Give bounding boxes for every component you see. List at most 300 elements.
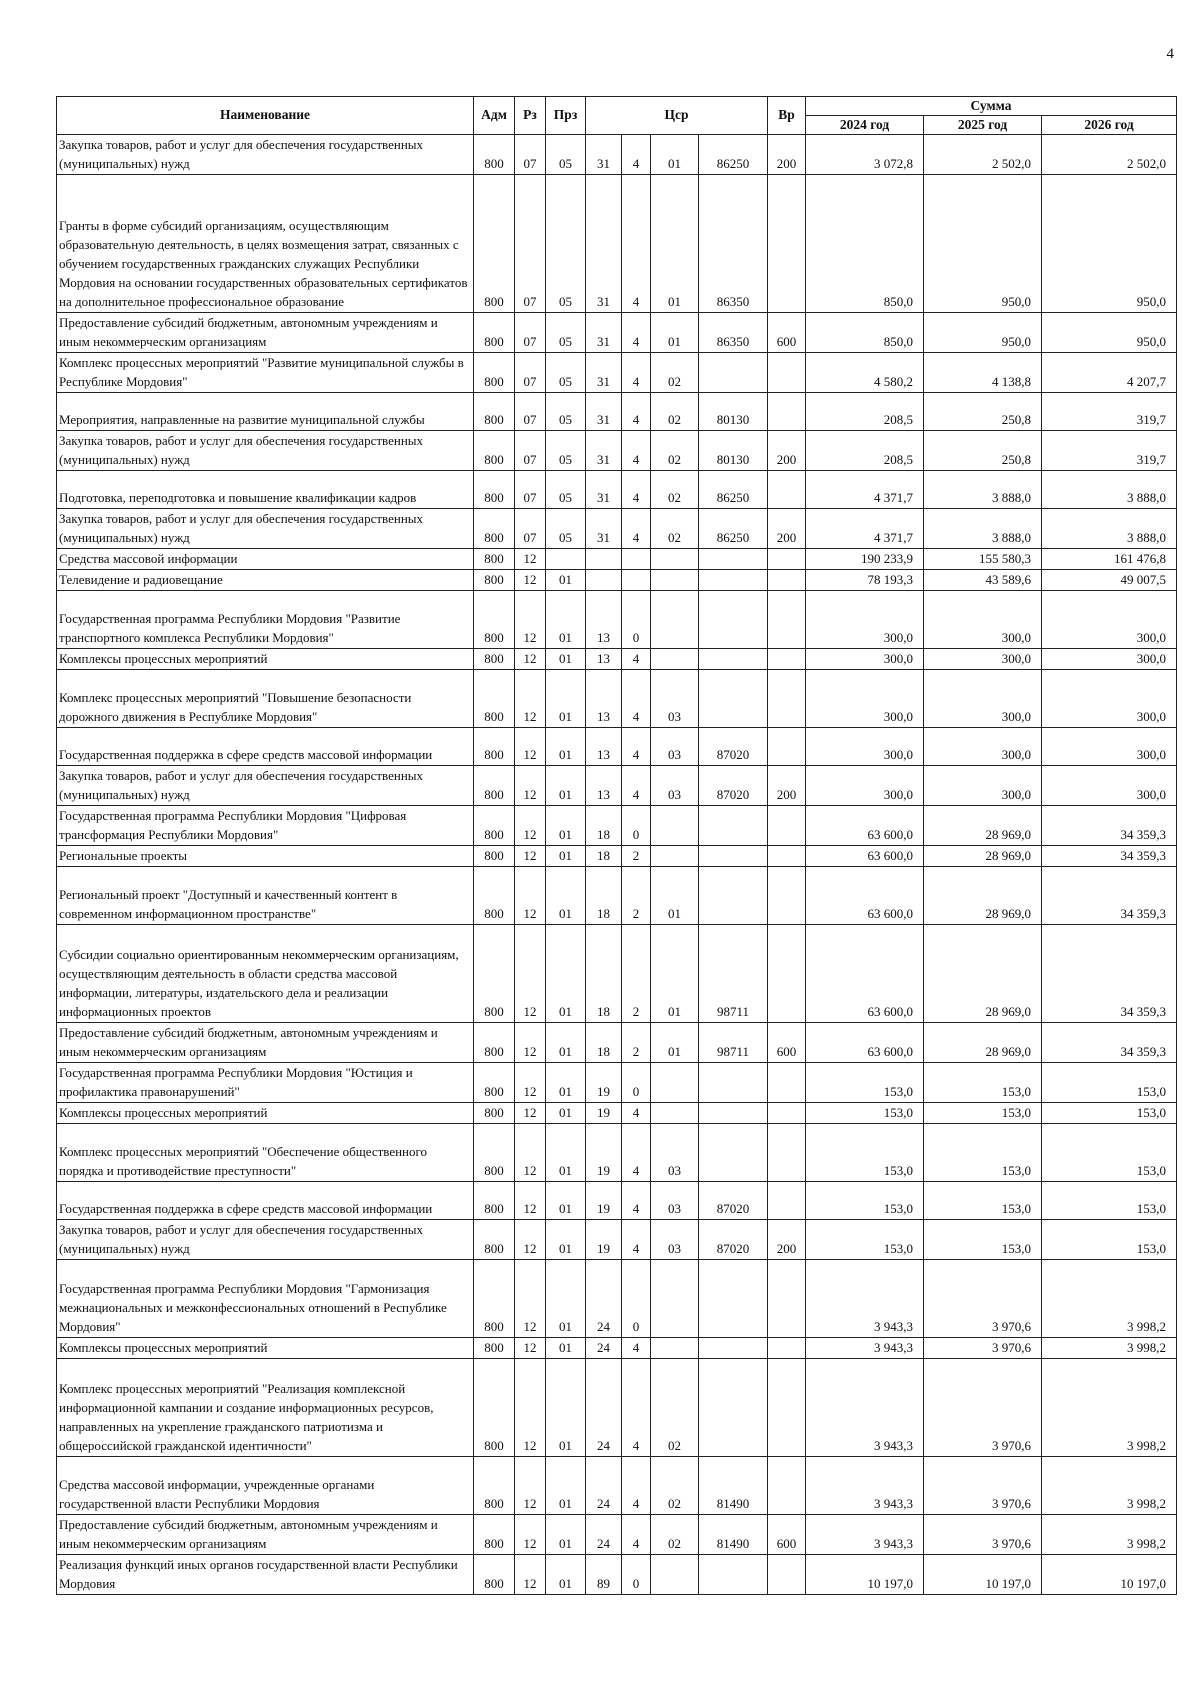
table-row [57, 431, 1177, 471]
table-cell-adm: 800 [474, 1023, 515, 1063]
table-cell-csr-direction: 86250 [699, 471, 768, 509]
table-cell-csr-program: 31 [586, 509, 622, 549]
table-cell-vr: 200 [768, 135, 806, 175]
table-cell-vr [768, 570, 806, 591]
table-cell-sum-2024: 850,0 [806, 313, 924, 353]
table-cell-sum-2025: 153,0 [924, 1124, 1042, 1182]
table-cell-sum-2024: 4 371,7 [806, 471, 924, 509]
table-cell-csr-structure [651, 1338, 699, 1359]
table-cell-name: Государственная поддержка в сфере средств массовой информации [57, 1182, 474, 1220]
table-cell-prz: 01 [546, 1457, 586, 1515]
table-cell-csr-structure: 03 [651, 670, 699, 728]
table-cell-csr-structure: 02 [651, 1457, 699, 1515]
table-cell-csr-structure [651, 846, 699, 867]
table-cell-rz: 12 [515, 1260, 546, 1338]
table-row [57, 1260, 1177, 1338]
table-row [57, 806, 1177, 846]
table-cell-name: Закупка товаров, работ и услуг для обеспечения государственных (муниципальных) нужд [57, 135, 474, 175]
table-cell-rz: 07 [515, 175, 546, 313]
table-cell-prz: 01 [546, 649, 586, 670]
table-cell-csr-structure: 02 [651, 1359, 699, 1457]
table-cell-vr [768, 353, 806, 393]
table-row [57, 1124, 1177, 1182]
table-cell-csr-type: 4 [622, 175, 651, 313]
header-prz: Прз [546, 97, 586, 135]
table-cell-name: Государственная поддержка в сфере средств массовой информации [57, 728, 474, 766]
table-cell-prz: 01 [546, 1124, 586, 1182]
table-cell-csr-program: 18 [586, 925, 622, 1023]
table-cell-csr-type: 4 [622, 431, 651, 471]
table-cell-csr-program: 24 [586, 1260, 622, 1338]
table-row [57, 549, 1177, 570]
table-cell-csr-structure: 02 [651, 353, 699, 393]
table-cell-rz: 12 [515, 806, 546, 846]
table-cell-name: Государственная программа Республики Мордовия "Развитие транспортного комплекса Республики Мордовия" [57, 591, 474, 649]
table-cell-sum-2026: 950,0 [1042, 175, 1177, 313]
table-cell-csr-direction: 98711 [699, 1023, 768, 1063]
table-cell-csr-type: 4 [622, 313, 651, 353]
table-cell-prz: 05 [546, 313, 586, 353]
table-cell-rz: 12 [515, 1124, 546, 1182]
table-cell-prz: 01 [546, 766, 586, 806]
table-cell-csr-program: 31 [586, 353, 622, 393]
table-cell-rz: 07 [515, 471, 546, 509]
table-cell-prz: 01 [546, 1338, 586, 1359]
table-cell-csr-type: 4 [622, 1124, 651, 1182]
table-cell-sum-2026: 153,0 [1042, 1220, 1177, 1260]
table-cell-sum-2024: 300,0 [806, 670, 924, 728]
table-cell-csr-program: 18 [586, 1023, 622, 1063]
table-cell-csr-structure [651, 649, 699, 670]
table-cell-adm: 800 [474, 591, 515, 649]
table-cell-csr-structure: 01 [651, 135, 699, 175]
table-cell-csr-program: 13 [586, 670, 622, 728]
table-cell-adm: 800 [474, 1182, 515, 1220]
table-cell-sum-2025: 28 969,0 [924, 806, 1042, 846]
table-cell-vr [768, 1359, 806, 1457]
table-cell-sum-2024: 3 943,3 [806, 1457, 924, 1515]
table-cell-adm: 800 [474, 313, 515, 353]
table-cell-sum-2026: 49 007,5 [1042, 570, 1177, 591]
budget-table [56, 96, 1177, 1595]
table-cell-name: Гранты в форме субсидий организациям, осуществляющим образовательную деятельность, в целях возмещения затрат, связанных с обучением государственных гражданских служащих Республики Мордовия на основании государственных образовательных сертификатов на дополнительное профессиональное образование [57, 175, 474, 313]
table-cell-csr-program: 19 [586, 1182, 622, 1220]
table-cell-sum-2025: 155 580,3 [924, 549, 1042, 570]
table-cell-rz: 12 [515, 1103, 546, 1124]
table-cell-rz: 12 [515, 728, 546, 766]
table-cell-vr [768, 1457, 806, 1515]
table-cell-sum-2024: 63 600,0 [806, 925, 924, 1023]
table-cell-rz: 12 [515, 1515, 546, 1555]
table-cell-rz: 07 [515, 135, 546, 175]
table-cell-csr-direction: 87020 [699, 766, 768, 806]
table-cell-csr-program: 18 [586, 806, 622, 846]
table-cell-csr-direction: 86250 [699, 509, 768, 549]
table-cell-sum-2025: 153,0 [924, 1103, 1042, 1124]
table-cell-csr-type: 2 [622, 867, 651, 925]
table-cell-csr-structure [651, 1260, 699, 1338]
table-cell-sum-2024: 10 197,0 [806, 1555, 924, 1595]
table-cell-sum-2026: 34 359,3 [1042, 846, 1177, 867]
table-cell-sum-2025: 300,0 [924, 670, 1042, 728]
table-cell-name: Комплексы процессных мероприятий [57, 1338, 474, 1359]
table-cell-sum-2025: 28 969,0 [924, 1023, 1042, 1063]
table-cell-rz: 07 [515, 509, 546, 549]
table-cell-vr [768, 1124, 806, 1182]
table-cell-sum-2025: 2 502,0 [924, 135, 1042, 175]
header-sum: Сумма [806, 97, 1177, 116]
table-cell-csr-type: 0 [622, 1260, 651, 1338]
table-cell-name: Региональный проект "Доступный и качественный контент в современном информационном пространстве" [57, 867, 474, 925]
table-cell-adm: 800 [474, 135, 515, 175]
table-cell-sum-2025: 3 970,6 [924, 1260, 1042, 1338]
table-cell-vr: 600 [768, 1515, 806, 1555]
table-cell-vr [768, 393, 806, 431]
table-row [57, 175, 1177, 313]
table-cell-sum-2026: 300,0 [1042, 728, 1177, 766]
table-cell-csr-type: 4 [622, 1182, 651, 1220]
table-cell-sum-2024: 3 943,3 [806, 1260, 924, 1338]
table-cell-sum-2026: 153,0 [1042, 1063, 1177, 1103]
table-cell-csr-type: 4 [622, 728, 651, 766]
table-cell-csr-structure [651, 806, 699, 846]
table-cell-csr-direction [699, 1338, 768, 1359]
table-cell-csr-type: 4 [622, 670, 651, 728]
table-cell-csr-structure: 01 [651, 313, 699, 353]
table-row [57, 1359, 1177, 1457]
table-cell-name: Предоставление субсидий бюджетным, автономным учреждениям и иным некоммерческим организациям [57, 1023, 474, 1063]
table-cell-csr-direction [699, 570, 768, 591]
table-row [57, 509, 1177, 549]
table-cell-name: Комплекс процессных мероприятий "Повышение безопасности дорожного движения в Республике Мордовия" [57, 670, 474, 728]
table-cell-sum-2026: 319,7 [1042, 393, 1177, 431]
table-cell-vr [768, 670, 806, 728]
table-cell-csr-structure: 03 [651, 728, 699, 766]
table-cell-sum-2026: 2 502,0 [1042, 135, 1177, 175]
table-cell-prz: 01 [546, 1220, 586, 1260]
table-cell-csr-program: 18 [586, 846, 622, 867]
table-row [57, 1103, 1177, 1124]
table-cell-csr-type: 4 [622, 1220, 651, 1260]
table-cell-sum-2024: 300,0 [806, 591, 924, 649]
table-cell-vr [768, 1260, 806, 1338]
table-cell-prz: 01 [546, 728, 586, 766]
table-cell-vr [768, 925, 806, 1023]
table-cell-rz: 12 [515, 1220, 546, 1260]
table-cell-sum-2024: 63 600,0 [806, 1023, 924, 1063]
table-cell-csr-program [586, 570, 622, 591]
table-cell-csr-type: 0 [622, 591, 651, 649]
table-cell-rz: 12 [515, 867, 546, 925]
table-cell-adm: 800 [474, 925, 515, 1023]
table-cell-sum-2024: 153,0 [806, 1182, 924, 1220]
table-cell-csr-program: 13 [586, 766, 622, 806]
table-cell-sum-2024: 3 072,8 [806, 135, 924, 175]
table-cell-rz: 12 [515, 1359, 546, 1457]
table-cell-rz: 07 [515, 393, 546, 431]
table-cell-sum-2026: 4 207,7 [1042, 353, 1177, 393]
table-cell-sum-2025: 28 969,0 [924, 846, 1042, 867]
table-cell-adm: 800 [474, 1338, 515, 1359]
table-cell-sum-2026: 300,0 [1042, 591, 1177, 649]
table-cell-sum-2024: 300,0 [806, 649, 924, 670]
table-cell-name: Мероприятия, направленные на развитие муниципальной службы [57, 393, 474, 431]
table-cell-prz: 01 [546, 846, 586, 867]
table-cell-csr-structure [651, 1555, 699, 1595]
table-cell-csr-type [622, 570, 651, 591]
table-cell-name: Комплексы процессных мероприятий [57, 1103, 474, 1124]
table-cell-sum-2025: 28 969,0 [924, 925, 1042, 1023]
table-cell-vr: 200 [768, 431, 806, 471]
table-cell-sum-2026: 3 888,0 [1042, 509, 1177, 549]
table-cell-csr-type: 4 [622, 353, 651, 393]
table-cell-prz: 01 [546, 1182, 586, 1220]
table-cell-name: Средства массовой информации [57, 549, 474, 570]
table-cell-name: Закупка товаров, работ и услуг для обеспечения государственных (муниципальных) нужд [57, 1220, 474, 1260]
table-cell-prz: 01 [546, 806, 586, 846]
table-cell-sum-2025: 10 197,0 [924, 1555, 1042, 1595]
table-cell-csr-type: 4 [622, 1515, 651, 1555]
table-cell-sum-2025: 153,0 [924, 1182, 1042, 1220]
table-cell-prz: 05 [546, 509, 586, 549]
table-cell-sum-2024: 3 943,3 [806, 1338, 924, 1359]
table-cell-sum-2025: 250,8 [924, 431, 1042, 471]
table-row [57, 1338, 1177, 1359]
table-cell-prz: 01 [546, 1359, 586, 1457]
header-vr: Вр [768, 97, 806, 135]
table-cell-name: Телевидение и радиовещание [57, 570, 474, 591]
table-cell-prz: 05 [546, 135, 586, 175]
table-cell-csr-direction [699, 649, 768, 670]
table-cell-name: Субсидии социально ориентированным некоммерческим организациям, осуществляющим деятельность в области средства массовой информации, литературы, издательского дела и реализации информационных проектов [57, 925, 474, 1023]
table-cell-csr-program: 31 [586, 313, 622, 353]
table-cell-csr-program: 18 [586, 867, 622, 925]
table-cell-adm: 800 [474, 1359, 515, 1457]
table-cell-sum-2026: 300,0 [1042, 766, 1177, 806]
table-cell-name: Комплексы процессных мероприятий [57, 649, 474, 670]
table-cell-rz: 12 [515, 591, 546, 649]
table-cell-rz: 12 [515, 766, 546, 806]
table-cell-prz: 01 [546, 1260, 586, 1338]
table-cell-name: Закупка товаров, работ и услуг для обеспечения государственных (муниципальных) нужд [57, 431, 474, 471]
table-row [57, 649, 1177, 670]
table-cell-sum-2025: 3 888,0 [924, 509, 1042, 549]
table-cell-csr-type: 4 [622, 766, 651, 806]
table-cell-prz: 05 [546, 175, 586, 313]
table-cell-name: Закупка товаров, работ и услуг для обеспечения государственных (муниципальных) нужд [57, 766, 474, 806]
table-cell-csr-structure [651, 591, 699, 649]
table-cell-csr-program: 24 [586, 1515, 622, 1555]
table-cell-csr-structure: 01 [651, 1023, 699, 1063]
header-rz: Рз [515, 97, 546, 135]
table-cell-csr-direction: 87020 [699, 1182, 768, 1220]
table-cell-name: Комплекс процессных мероприятий "Развитие муниципальной службы в Республике Мордовия" [57, 353, 474, 393]
table-cell-csr-direction [699, 549, 768, 570]
table-cell-csr-type: 0 [622, 1063, 651, 1103]
table-cell-csr-type: 2 [622, 1023, 651, 1063]
table-cell-csr-direction [699, 1063, 768, 1103]
table-cell-sum-2024: 153,0 [806, 1124, 924, 1182]
table-cell-sum-2026: 3 888,0 [1042, 471, 1177, 509]
table-cell-sum-2026: 3 998,2 [1042, 1359, 1177, 1457]
table-cell-csr-direction [699, 1124, 768, 1182]
table-cell-vr: 200 [768, 766, 806, 806]
table-cell-adm: 800 [474, 670, 515, 728]
table-cell-csr-type: 4 [622, 1103, 651, 1124]
table-cell-csr-type: 4 [622, 1359, 651, 1457]
table-cell-csr-program: 19 [586, 1063, 622, 1103]
table-cell-csr-program: 24 [586, 1457, 622, 1515]
table-cell-rz: 07 [515, 313, 546, 353]
table-cell-sum-2026: 34 359,3 [1042, 806, 1177, 846]
table-cell-vr [768, 806, 806, 846]
table-cell-csr-structure: 03 [651, 766, 699, 806]
table-cell-adm: 800 [474, 1063, 515, 1103]
table-cell-prz: 05 [546, 393, 586, 431]
table-cell-csr-program: 31 [586, 175, 622, 313]
table-cell-adm: 800 [474, 806, 515, 846]
table-cell-csr-direction [699, 806, 768, 846]
table-cell-sum-2026: 300,0 [1042, 670, 1177, 728]
table-cell-sum-2024: 300,0 [806, 766, 924, 806]
table-cell-sum-2025: 153,0 [924, 1063, 1042, 1103]
table-cell-name: Государственная программа Республики Мордовия "Гармонизация межнациональных и межконфессиональных отношений в Республике Мордовия" [57, 1260, 474, 1338]
table-cell-sum-2025: 3 970,6 [924, 1338, 1042, 1359]
table-row [57, 1555, 1177, 1595]
table-cell-prz: 05 [546, 471, 586, 509]
table-cell-csr-direction: 81490 [699, 1457, 768, 1515]
table-cell-name: Комплекс процессных мероприятий "Обеспечение общественного порядка и противодействие преступности" [57, 1124, 474, 1182]
table-cell-sum-2026: 153,0 [1042, 1103, 1177, 1124]
table-cell-sum-2024: 300,0 [806, 728, 924, 766]
table-cell-sum-2024: 153,0 [806, 1220, 924, 1260]
table-cell-adm: 800 [474, 175, 515, 313]
table-cell-rz: 12 [515, 1555, 546, 1595]
table-cell-csr-direction: 81490 [699, 1515, 768, 1555]
table-cell-sum-2026: 153,0 [1042, 1182, 1177, 1220]
table-cell-csr-type: 4 [622, 1338, 651, 1359]
table-cell-csr-direction [699, 1260, 768, 1338]
table-cell-adm: 800 [474, 570, 515, 591]
table-cell-csr-type: 4 [622, 509, 651, 549]
table-cell-csr-structure: 03 [651, 1220, 699, 1260]
table-cell-csr-type: 0 [622, 806, 651, 846]
table-cell-rz: 12 [515, 1338, 546, 1359]
table-cell-prz: 01 [546, 1555, 586, 1595]
table-cell-sum-2026: 3 998,2 [1042, 1260, 1177, 1338]
table-cell-adm: 800 [474, 353, 515, 393]
table-cell-sum-2024: 208,5 [806, 431, 924, 471]
table-cell-vr [768, 549, 806, 570]
table-cell-rz: 12 [515, 549, 546, 570]
table-row [57, 1023, 1177, 1063]
table-cell-vr [768, 1182, 806, 1220]
table-cell-adm: 800 [474, 393, 515, 431]
table-cell-vr [768, 649, 806, 670]
table-cell-sum-2026: 161 476,8 [1042, 549, 1177, 570]
table-cell-csr-program: 19 [586, 1220, 622, 1260]
table-cell-sum-2025: 3 888,0 [924, 471, 1042, 509]
table-cell-sum-2025: 3 970,6 [924, 1515, 1042, 1555]
table-cell-sum-2026: 10 197,0 [1042, 1555, 1177, 1595]
table-cell-csr-direction: 86250 [699, 135, 768, 175]
table-cell-csr-structure: 02 [651, 393, 699, 431]
table-cell-sum-2026: 34 359,3 [1042, 925, 1177, 1023]
table-cell-csr-direction [699, 1555, 768, 1595]
table-cell-prz: 01 [546, 925, 586, 1023]
table-cell-csr-structure: 02 [651, 1515, 699, 1555]
table-cell-csr-direction [699, 867, 768, 925]
table-cell-csr-direction [699, 353, 768, 393]
table-cell-csr-type: 4 [622, 135, 651, 175]
table-cell-name: Закупка товаров, работ и услуг для обеспечения государственных (муниципальных) нужд [57, 509, 474, 549]
table-cell-sum-2025: 300,0 [924, 766, 1042, 806]
table-cell-csr-program: 89 [586, 1555, 622, 1595]
table-cell-csr-program: 31 [586, 431, 622, 471]
table-cell-prz: 01 [546, 1103, 586, 1124]
table-row [57, 1182, 1177, 1220]
table-cell-csr-structure: 01 [651, 867, 699, 925]
table-cell-csr-program: 19 [586, 1124, 622, 1182]
header-adm: Адм [474, 97, 515, 135]
table-cell-sum-2025: 153,0 [924, 1220, 1042, 1260]
table-row [57, 393, 1177, 431]
table-cell-name: Предоставление субсидий бюджетным, автономным учреждениям и иным некоммерческим организациям [57, 1515, 474, 1555]
table-cell-csr-direction: 80130 [699, 393, 768, 431]
table-cell-sum-2026: 34 359,3 [1042, 1023, 1177, 1063]
table-cell-csr-direction: 87020 [699, 1220, 768, 1260]
table-row [57, 1457, 1177, 1515]
table-cell-csr-program: 13 [586, 649, 622, 670]
table-cell-rz: 12 [515, 570, 546, 591]
table-cell-adm: 800 [474, 1260, 515, 1338]
table-cell-csr-direction [699, 1359, 768, 1457]
table-cell-vr [768, 1063, 806, 1103]
header-year-2025: 2025 год [924, 116, 1042, 135]
table-cell-sum-2024: 153,0 [806, 1063, 924, 1103]
table-cell-vr: 200 [768, 509, 806, 549]
table-cell-prz: 01 [546, 591, 586, 649]
table-cell-adm: 800 [474, 766, 515, 806]
table-cell-vr [768, 591, 806, 649]
table-cell-csr-direction [699, 591, 768, 649]
table-row [57, 670, 1177, 728]
table-cell-name: Комплекс процессных мероприятий "Реализация комплексной информационной кампании и создание информационных ресурсов, направленных на укрепление гражданского патриотизма и общероссийской гражданской идентичности" [57, 1359, 474, 1457]
table-row [57, 471, 1177, 509]
table-row [57, 867, 1177, 925]
table-cell-name: Государственная программа Республики Мордовия "Цифровая трансформация Республики Мордовия" [57, 806, 474, 846]
table-cell-vr [768, 846, 806, 867]
table-cell-sum-2024: 850,0 [806, 175, 924, 313]
table-cell-adm: 800 [474, 846, 515, 867]
table-cell-name: Реализация функций иных органов государственной власти Республики Мордовия [57, 1555, 474, 1595]
table-cell-sum-2026: 3 998,2 [1042, 1457, 1177, 1515]
table-cell-csr-direction: 87020 [699, 728, 768, 766]
table-cell-adm: 800 [474, 867, 515, 925]
table-cell-rz: 12 [515, 1182, 546, 1220]
table-cell-rz: 07 [515, 353, 546, 393]
table-cell-name: Региональные проекты [57, 846, 474, 867]
table-cell-sum-2024: 63 600,0 [806, 846, 924, 867]
table-cell-sum-2025: 43 589,6 [924, 570, 1042, 591]
table-cell-rz: 12 [515, 1457, 546, 1515]
table-row [57, 925, 1177, 1023]
table-cell-csr-program: 31 [586, 135, 622, 175]
table-cell-sum-2024: 63 600,0 [806, 806, 924, 846]
table-cell-prz: 05 [546, 431, 586, 471]
table-cell-vr [768, 471, 806, 509]
table-cell-csr-structure: 03 [651, 1182, 699, 1220]
